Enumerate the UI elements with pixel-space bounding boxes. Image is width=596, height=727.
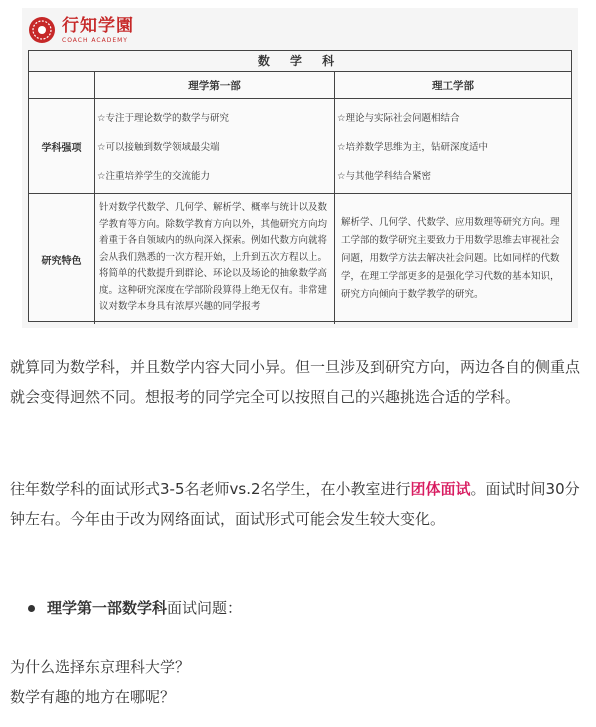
table-row <box>29 99 571 194</box>
paragraph-1: 就算同为数学科，并且数学内容大同小异。但一旦涉及到研究方向，两边各自的侧重点就会变得迥然不同。想报考的同学完全可以按照自己的兴趣挑选合适的学科。 <box>10 358 581 406</box>
logo-name: 行知学園 <box>62 15 134 36</box>
bullet-item <box>28 598 242 618</box>
column-header: 理工学部 <box>432 79 474 92</box>
table-cell: 针对数学代数学、几何学、解析学、概率与统计以及数学教育等方向。除数学教育方向以外，其他研究方向均着重于各自领域内的纵向深入探索。例如代数方向就将会从我们熟悉的一次方程开始，上升到五次方程以上。将简单的代数提升到群论、环论以及场论的抽象数学高度。这种研究深度在学部阶段算得上绝无仅有。非常建议对数学本身具有浓厚兴趣的同学报考 <box>95 194 335 324</box>
table-header-row <box>29 72 571 99</box>
question-text: 数学有趣的地方在哪呢？ <box>10 688 176 706</box>
logo-emblem-icon <box>28 16 56 44</box>
bullet-bold-text: 理学第一部数学科 <box>47 599 168 617</box>
paragraph-2-text: 往年数学科的面试形式3-5名老师vs.2名学生，在小教室进行 <box>10 480 411 498</box>
column-header: 理学第一部 <box>95 72 335 98</box>
cell-line: ☆专注于理论数学的数学与研究 <box>97 113 230 125</box>
paragraph-2-text-end: 。面试时间30分钟左右。今年由于改为网络面试，面试形式可能会发生较大变化。 <box>10 480 580 528</box>
comparison-table <box>28 50 572 322</box>
table-cell <box>335 194 571 324</box>
question-text: 为什么选择东京理科大学？ <box>10 658 191 676</box>
cell-text: 解析学、几何学、代数学、应用数理等研究方向。理工学部的数学研究主要致力于用数学思维去审视社会问题，用数学方法去解决社会问题。比如同样的代数学，在理工学部更多的是强化学习代数的基本知识，研究方向倾向于数学教学的研究。 <box>341 217 560 300</box>
header-empty-cell <box>29 72 95 98</box>
cell-line: ☆培养数学思维为主，钻研深度适中 <box>337 141 489 153</box>
table-cell <box>95 99 335 193</box>
highlight-text: 团体面试 <box>410 480 471 498</box>
bullet-text: 面试问题： <box>167 599 243 617</box>
logo <box>28 14 134 46</box>
row-label: 学科强项 <box>29 99 95 193</box>
cell-line: ☆理论与实际社会问题相结合 <box>337 113 460 125</box>
cell-line: ☆可以接触到数学领域最尖端 <box>97 141 220 153</box>
table-row <box>29 194 571 324</box>
row-label: 研究特色 <box>29 194 95 324</box>
cell-line: ☆注重培养学生的交流能力 <box>97 170 211 182</box>
bullet-dot-icon <box>28 605 35 612</box>
paragraph-2 <box>10 474 586 534</box>
cell-line: ☆与其他学科结合紧密 <box>337 170 432 182</box>
table-cell <box>335 99 571 193</box>
table-image <box>22 8 578 328</box>
logo-subtitle: COACH ACADEMY <box>62 36 128 44</box>
table-title: 数 学 科 <box>29 51 571 72</box>
